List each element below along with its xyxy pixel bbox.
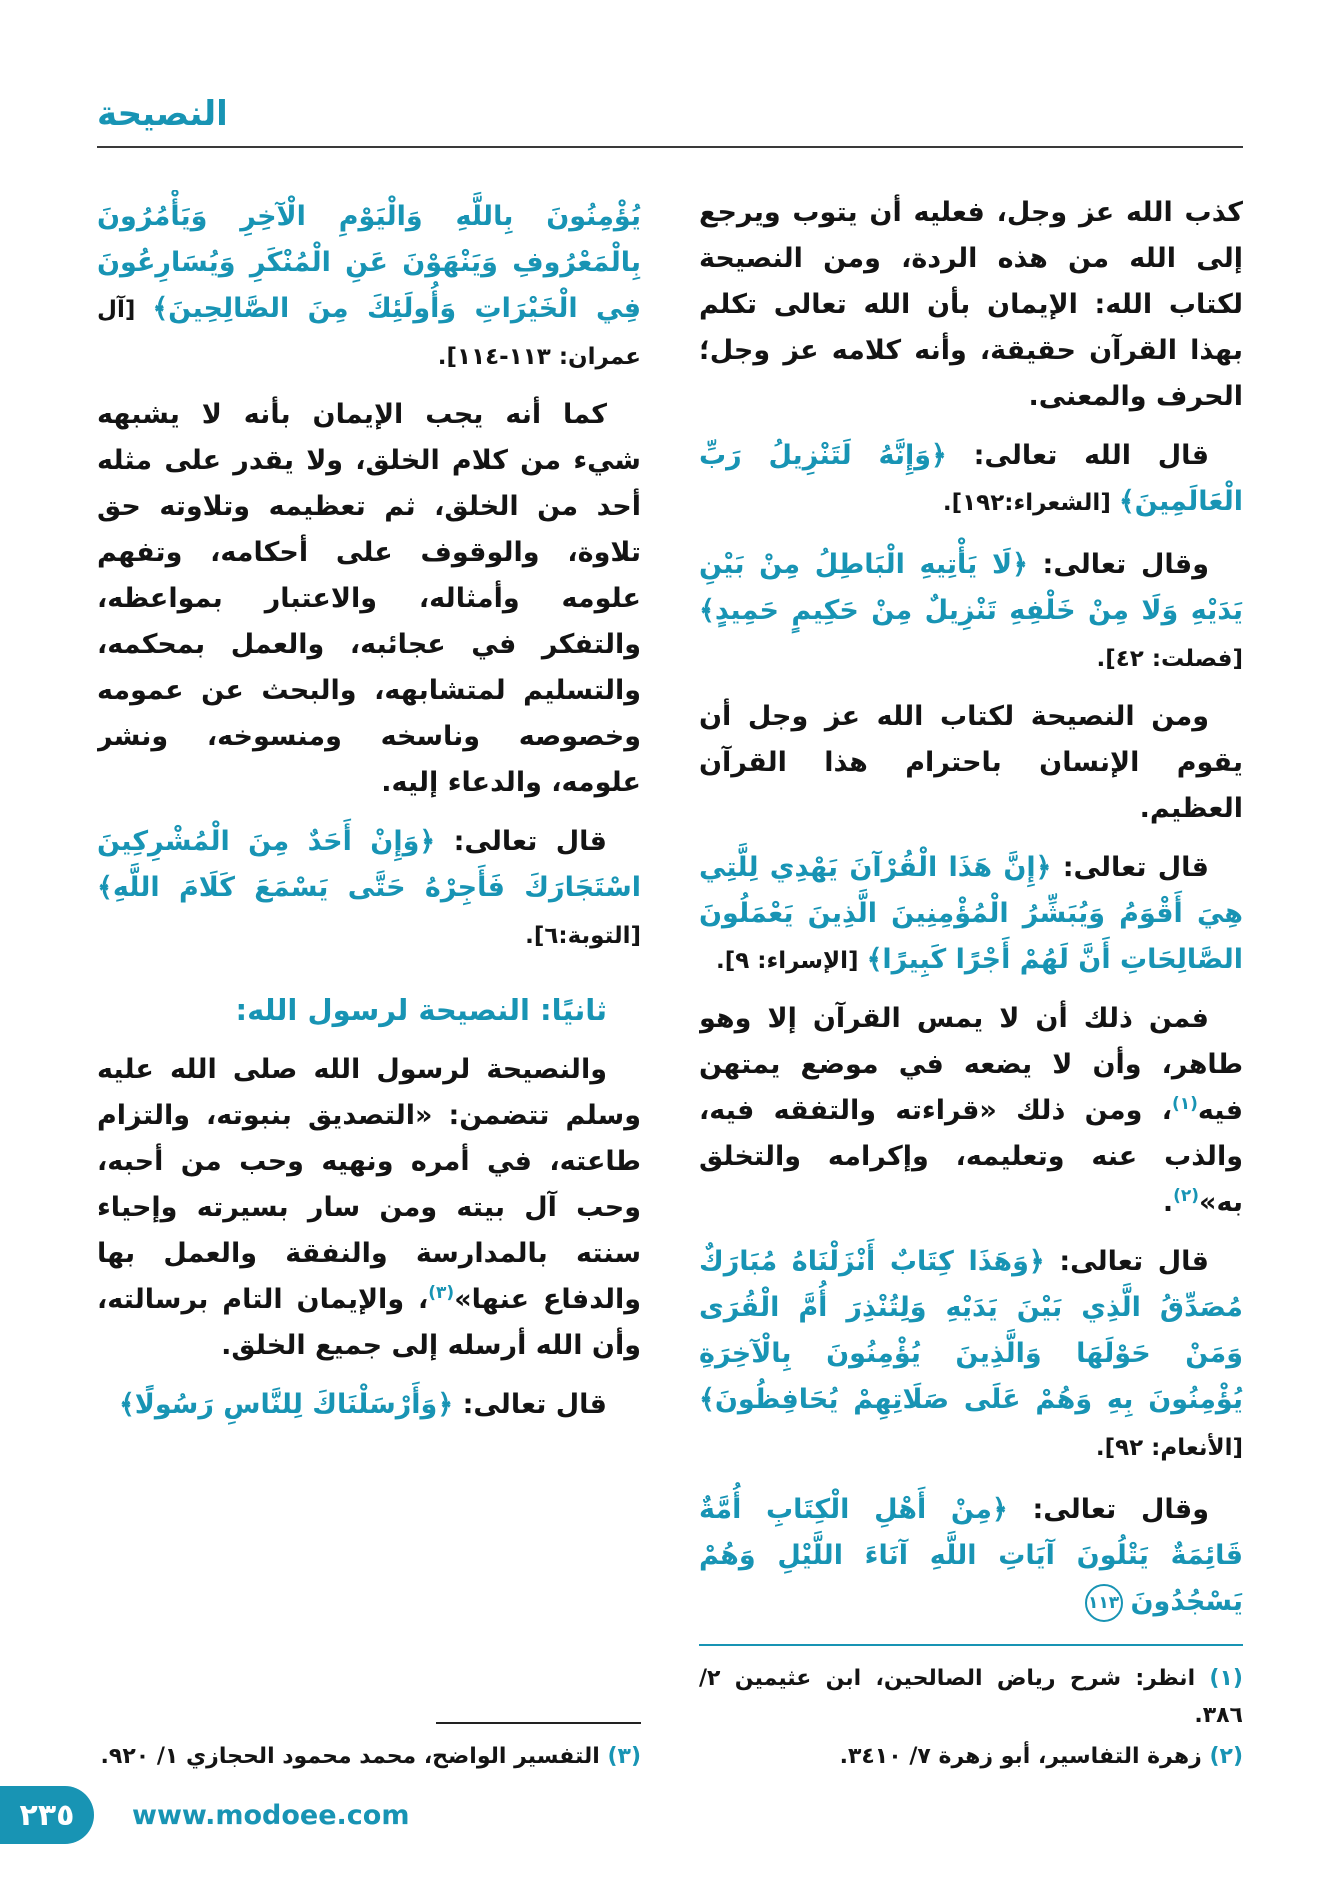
verse-intro: قال الله تعالى: — [946, 440, 1209, 471]
verse-intro: وقال تعالى: — [1007, 1494, 1209, 1525]
paragraph-verse — [699, 1239, 1243, 1471]
paragraph — [97, 1047, 641, 1369]
header-rule — [97, 146, 1243, 148]
quran-verse: ﴿وَإِنْ أَحَدٌ مِنَ الْمُشْرِكِينَ اسْتَجَارَكَ فَأَجِرْهُ حَتَّى يَسْمَعَ كَلَامَ اللَّهِ﴾ — [97, 826, 641, 903]
text-columns — [97, 190, 1243, 1775]
verse-intro: قال تعالى: — [435, 826, 607, 857]
paragraph-verse — [97, 1382, 641, 1428]
quran-verse: ﴿وَهَذَا كِتَابٌ أَنْزَلْنَاهُ مُبَارَكٌ مُصَدِّقُ الَّذِي بَيْنَ يَدَيْهِ وَلِتُنْذِرَ أُمَّ الْقُرَى وَمَنْ حَوْلَهَا وَالَّذِينَ يُؤْمِنُونَ بِالْآخِرَةِ يُؤْمِنُونَ بِهِ وَهُمْ عَلَى صَلَاتِهِمْ يُحَافِظُونَ﴾ — [699, 1246, 1243, 1415]
footnote-marker-3: (٣) — [428, 1283, 455, 1303]
verse-reference: [الأنعام: ٩٢]. — [1095, 1435, 1243, 1461]
body-text: والنصيحة لرسول الله صلى الله عليه وسلم تتضمن: «التصديق بنبوته، والتزام طاعته، في أمره ونهيه وحب من أحبه، وحب آل بيته ومن سار بسيرته وإحياء سنته بالمدارسة والنفقة والعمل بها والدفاع عنها» — [97, 1054, 641, 1315]
verse-intro: وقال تعالى: — [1027, 549, 1209, 580]
body-text: . — [1162, 1187, 1174, 1218]
verse-intro: قال تعالى: — [453, 1389, 607, 1420]
section-heading: ثانيًا: النصيحة لرسول الله: — [235, 993, 607, 1027]
verse-reference: [الإسراء: ٩]. — [715, 948, 867, 974]
verse-intro: قال تعالى: — [1044, 1246, 1209, 1277]
paragraph-verse — [699, 845, 1243, 984]
verse-reference: [التوبة:٦]. — [525, 923, 641, 949]
body-text: كذب الله عز وجل، فعليه أن يتوب ويرجع إلى الله من هذه الردة، ومن النصيحة لكتاب الله: الإيمان بأن الله تعالى تكلم بهذا القرآن حقيقة، وأنه كلامه عز وجل؛ الحرف والمعنى. — [699, 197, 1243, 412]
paragraph-verse — [97, 194, 641, 380]
footnotes-right — [699, 1638, 1243, 1775]
footnote-marker-2: (٢) — [1173, 1186, 1200, 1206]
verse-intro: قال تعالى: — [1051, 852, 1209, 883]
verse-reference: [آل عمران: ١١٣-١١٤]. — [97, 297, 641, 370]
paragraph — [699, 190, 1243, 420]
paragraph-verse — [699, 1487, 1243, 1625]
footnote-separator — [699, 1644, 1243, 1646]
body-text: فمن ذلك أن لا يمس القرآن إلا وهو طاهر، وأن لا يضعه في موضع يمتهن فيه — [699, 1003, 1243, 1126]
body-text: ومن النصيحة لكتاب الله عز وجل أن يقوم الإنسان باحترام هذا القرآن العظيم. — [699, 701, 1243, 824]
paragraph — [97, 392, 641, 806]
footnote-number: (١) — [1209, 1666, 1243, 1691]
quran-verse: ﴿مِنْ أَهْلِ الْكِتَابِ أُمَّةٌ قَائِمَةٌ يَتْلُونَ آيَاتِ اللَّهِ آنَاءَ اللَّيْلِ وَهُمْ يَسْجُدُونَ — [699, 1494, 1243, 1617]
paragraph-verse — [699, 542, 1243, 682]
footnote-separator — [436, 1722, 641, 1724]
paragraph-verse — [97, 819, 641, 959]
paragraph — [699, 996, 1243, 1226]
footnote-number: (٣) — [607, 1744, 641, 1769]
footnote-number: (٢) — [1209, 1744, 1243, 1769]
footnote — [97, 1738, 641, 1775]
footnote — [699, 1738, 1243, 1775]
page-header — [97, 94, 1243, 148]
column-left — [97, 190, 641, 1775]
footnote-text: التفسير الواضح، محمد محمود الحجازي ١/ ٩٢٠. — [100, 1744, 600, 1769]
quran-verse: ﴿وَأَرْسَلْنَاكَ لِلنَّاسِ رَسُولًا﴾ — [118, 1389, 454, 1420]
body-text: كما أنه يجب الإيمان بأنه لا يشبهه شيء من كلام الخلق، ولا يقدر على مثله أحد من الخلق، ثم تعظيمه وتلاوته حق تلاوة، والوقوف على أحكامه، وتفهم علومه وأمثاله، والاعتبار بمواعظه، والتفكر في عجائبه، والعمل بمحكمه، والتسليم لمتشابهه، والبحث عن عمومه وخصوصه وناسخه ومنسوخه، ونشر علومه، والدعاء إليه. — [97, 399, 641, 798]
quran-verse: ﴿لَا يَأْتِيهِ الْبَاطِلُ مِنْ بَيْنِ يَدَيْهِ وَلَا مِنْ خَلْفِهِ تَنْزِيلٌ مِنْ حَكِيمٍ حَمِيدٍ﴾ — [699, 549, 1243, 626]
body-text: ، والإيمان التام برسالته، وأن الله أرسله إلى جميع الخلق. — [97, 1284, 641, 1361]
verse-reference: [الشعراء:١٩٢]. — [942, 490, 1119, 516]
ayah-number-badge: ١١٣ — [1085, 1584, 1123, 1622]
quran-verse: ﴿وَإِنَّهُ لَتَنْزِيلُ رَبِّ الْعَالَمِينَ﴾ — [699, 440, 1243, 517]
footnote-text: انظر: شرح رياض الصالحين، ابن عثيمين ٢/ ٣٨٦. — [699, 1666, 1243, 1728]
quran-verse: ﴿إِنَّ هَذَا الْقُرْآنَ يَهْدِي لِلَّتِي هِيَ أَقْوَمُ وَيُبَشِّرُ الْمُؤْمِنِينَ الَّذِينَ يَعْمَلُونَ الصَّالِحَاتِ أَنَّ لَهُمْ أَجْرًا كَبِيرًا﴾ — [699, 852, 1243, 975]
footnote — [699, 1660, 1243, 1734]
verse-reference: [فصلت: ٤٢]. — [1096, 646, 1243, 672]
column-right — [699, 190, 1243, 1775]
footnotes-left — [97, 1716, 641, 1775]
page-number-badge: ٢٣٥ — [0, 1786, 94, 1844]
footnote-marker-1: (١) — [1171, 1094, 1198, 1114]
paragraph — [699, 694, 1243, 832]
body-text: ، ومن ذلك «قراءته والتفقه فيه، والذب عنه وتعليمه، وإكرامه والتخلق به» — [699, 1095, 1243, 1218]
chapter-title: النصيحة — [97, 94, 228, 134]
website-url: www.modoee.com — [132, 1800, 410, 1831]
paragraph-verse — [699, 433, 1243, 526]
footnote-text: زهرة التفاسير، أبو زهرة ٧/ ٣٤١٠. — [839, 1744, 1202, 1769]
quran-verse: يُؤْمِنُونَ بِاللَّهِ وَالْيَوْمِ الْآخِرِ وَيَأْمُرُونَ بِالْمَعْرُوفِ وَيَنْهَوْنَ عَنِ الْمُنْكَرِ وَيُسَارِعُونَ فِي الْخَيْرَاتِ وَأُولَئِكَ مِنَ الصَّالِحِينَ﴾ — [97, 201, 641, 324]
